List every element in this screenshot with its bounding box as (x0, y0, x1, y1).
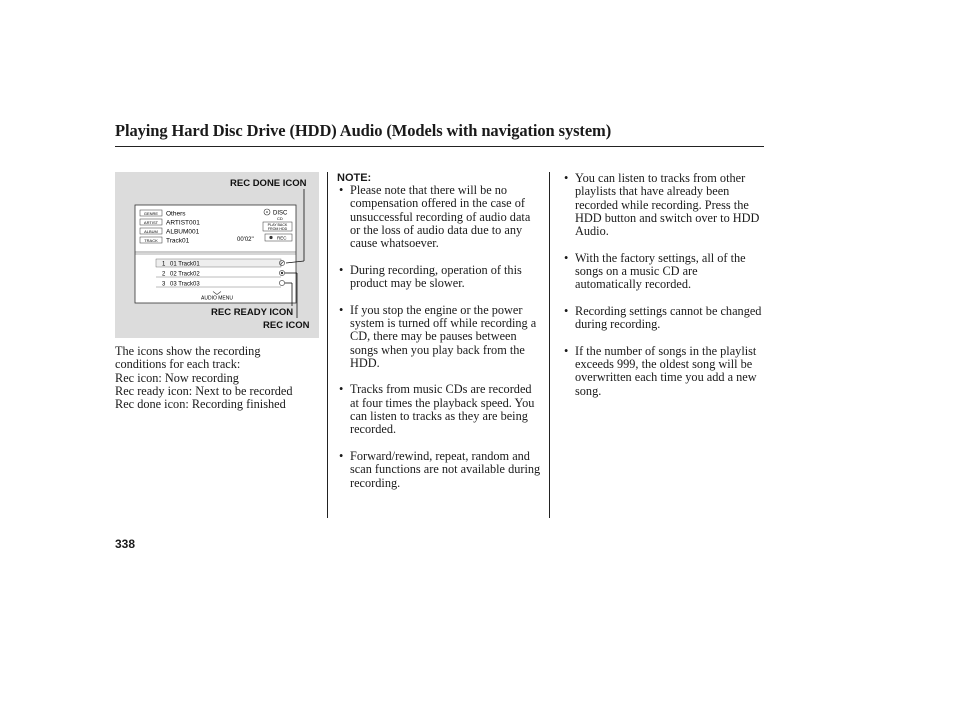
column-divider (327, 172, 328, 518)
album-tag: ALBUM (144, 228, 158, 234)
caption-line: Rec done icon: Recording finished (115, 397, 286, 412)
track-tag: TRACK (144, 237, 158, 243)
figure-caption (115, 345, 325, 411)
disc-source-sub: CD (277, 216, 283, 221)
disc-icon-hole (266, 211, 268, 213)
caption-line: Rec icon: Now recording (115, 370, 239, 385)
genre-value: Others (166, 210, 186, 218)
info-item: • With the factory settings, all of the songs on a music CD are automatically recorded. (562, 252, 766, 292)
page-number: 338 (115, 537, 136, 551)
disc-source-label: DISC (273, 210, 288, 217)
note-item: • Please note that there will be no compensation offered in the case of unsuccessful recording of audio data or the loss of audio data due to any cause whatsoever. (337, 184, 543, 250)
note-section (337, 172, 543, 503)
rec-dot-icon (269, 236, 272, 239)
info-item: • You can listen to tracks from other playlists that have already been recorded while recording. Press the HDD button and switch over to HDD Audio. (562, 172, 766, 238)
recording-screen-figure (115, 172, 319, 338)
rec-ready-icon-label: REC READY ICON (211, 307, 294, 318)
play-back-label: PLAY BACK (267, 223, 288, 227)
note-item: • Forward/rewind, repeat, random and scan functions are not available during recording. (337, 450, 543, 490)
track-1-name: 01 Track01 (170, 261, 200, 268)
genre-tag: GENRE (143, 210, 159, 216)
caption-line: Rec ready icon: Next to be recorded (115, 383, 293, 398)
rec-icon-label: REC ICON (263, 320, 310, 331)
audio-menu-label: AUDIO MENU (201, 295, 233, 302)
from-hdd-label: FROM HDD (267, 227, 288, 231)
track-1-number: 1 (162, 261, 166, 268)
caption-line: The icons show the recording (115, 344, 261, 358)
info-item: • Recording settings cannot be changed during recording. (562, 305, 766, 332)
track-2-name: 02 Track02 (170, 271, 200, 278)
rec-done-icon-label: REC DONE ICON (230, 178, 307, 189)
artist-tag: ARTIST (143, 219, 159, 225)
info-list (562, 172, 766, 398)
page-title: Playing Hard Disc Drive (HDD) Audio (Models with navigation system) (115, 121, 612, 140)
screen-illustration (115, 172, 319, 338)
track-value: Track01 (166, 237, 190, 245)
note-item: • Tracks from music CDs are recorded at four times the playback speed. You can listen to tracks as they are being recorded. (337, 383, 543, 436)
rec-button-label: REC (277, 235, 287, 241)
column-divider (549, 172, 550, 518)
note-item: • If you stop the engine or the power system is turned off while recording a CD, there may be pauses between songs when you play back from the HDD. (337, 304, 543, 370)
track-3-number: 3 (162, 281, 166, 288)
album-value: ALBUM001 (166, 228, 200, 236)
right-column (562, 172, 766, 411)
track-3-name: 03 Track03 (170, 281, 200, 288)
caption-line: conditions for each track: (115, 357, 241, 372)
elapsed-time: 00'02'' (237, 237, 254, 243)
note-item: • During recording, operation of this product may be slower. (337, 264, 543, 291)
note-heading: NOTE: (337, 172, 372, 184)
title-rule (115, 146, 764, 147)
note-list (337, 184, 543, 490)
artist-value: ARTIST001 (166, 219, 200, 227)
info-item: • If the number of songs in the playlist exceeds 999, the oldest song will be overwritten each time you add a new song. (562, 345, 766, 398)
track-2-number: 2 (162, 271, 166, 278)
